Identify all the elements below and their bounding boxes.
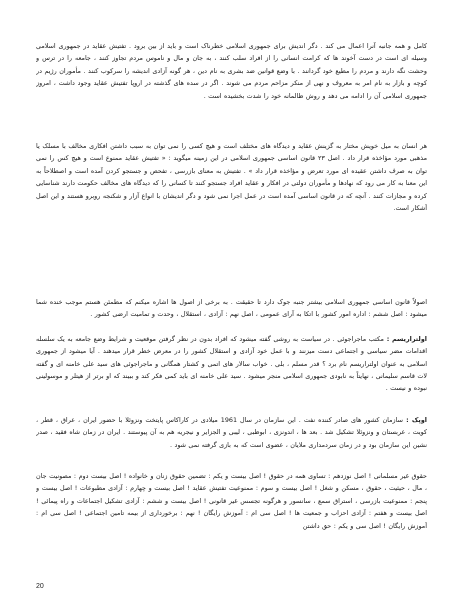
paragraph-constitution-joke — [36, 296, 427, 404]
page-number: 20 — [36, 583, 44, 590]
term-heading: اولتراریسم : — [383, 334, 427, 343]
paragraph-text: اصولاً قانون اساسی جمهوری اسلامی بیشتر جنبه جوک دارد تا حقیقت . به برخی از اصول ها اشاره میکنم که مطمئن هستم موجب خنده شما میشود : اصل ششم : اداره امور کشور با اتکا به آرای عمومی ، اصل نهم : آزادی ، استقلال ، وحدت و تمامیت ارضی کشور . — [36, 298, 427, 319]
term-heading: اوپک : — [402, 416, 427, 424]
paragraph-text: کامل و همه جانبه آنرا اعمال می کند . دگر اندیش برای جمهوری اسلامی خطرناک است و باید از بین برود . تفتیش عقاید در جمهوری اسلامی وسیله ای است در دست آخوند ها که کرامت انسانی را از افراد سلب کنند ، به جان و مال و ناموس مردم تجاوز کنند ، جامعه را در ترس و وحشت نگه دارند و مردم را مطیع خود گردانند . با وضع قوانین ضد بشری به نام دین ، هر گونه آزادی اندیشه را سرکوب کنند . مأموران رژیم در کوچه و بازار به نام امر به معروف و نهی از منکر مزاحم مردم می شوند . اگر در سده های گذشته در اروپا تفتیش عقاید وجود داشت ، امروز جمهوری اسلامی آن را ادامه می دهد و روش ظالمانه خود را شدت بخشیده است . — [36, 42, 427, 100]
paragraph-text: اوپک : سازمان کشور های صادر کننده نفت . این سازمان در سال 1961 میلادی در کاراکاس پایتخت ونزوئلا با حضور ایران ، عراق ، قطر ، کویت ، عربستان و ونزوئلا تشکیل شد . بعد ها ، اندونزی ، ابوظبی ، لیبی و الجزایر و نیجریه هم به آن پیوستند . ایران در زمان شاه فقید ، صدر نشین این سازمان بود و در زمان سردمداری ملایان ، عضوی است که به بازی گرفته نمی شود . — [36, 416, 427, 449]
paragraph-text: حقوق غیر مسلمانی ! اصل نوزدهم : تساوی همه در حقوق ! اصل بیست و یکم : تضمین حقوق زنان و خانواده ! اصل بیست دوم : مصونیت جان ، مال ، حیثیت ، حقوق ، مسکن و شغل ! اصل بیست و سوم : ممنوعیت تفتیش عقاید ! اصل بیست و چهارم : آزادی مطبوعات ! اصل بیست و پنجم : ممنوعیت بازرسی ، استراق سمع ، سانسور و هرگونه تجسس غیر قانونی ! اصل بیست و ششم : آزادی تشکیل اجتماعات و راه پیمائی ! اصل بیست و هفتم : آزادی احزاب و جمعیت ها ! اصل سی ام : آموزش رایگان ! نهم : برخورداری از بیمه تامین اجتماعی ! اصل سی ام : آموزش رایگان ! اصل سی و یکم : حق داشتن — [36, 472, 427, 530]
paragraph-freedom-of-belief — [36, 140, 427, 266]
paragraph-text: هر انسان به میل خویش مختار به گزینش عقاید و دیدگاه های مختلف است و هیچ کسی را نمی توان به سبب داشتن افکاری مخالف با مسلک یا مذهبی مورد مؤاخذه قرار داد . اصل ۲۳ قانون اساسی جمهوری اسلامی در این زمینه میگوید : « تفتیش عقاید ممنوع است و هیچ کس را نمی توان به صرف داشتن عقیده ای مورد تعرض و مؤاخذه قرار داد » . تفتیش به معنای بازرسی ، تفحص و جستجو کردن آمده است و اصطلاحاً به این معنا به کار می رود که نهادها و مأموران دولتی در افکار و عقاید افراد جستجو کنند تا کسانی را که دیدگاه های مخالف حکومت دارند شناسایی کرده و مجازات کنند . آنچه که در قانون اساسی آمده است در عمل اجرا نمی شود و دگر اندیشان با انواع آزار و شکنجه روبرو هستند و این اصل آشکار است. — [36, 142, 427, 213]
paragraph-opec — [36, 414, 427, 466]
paragraph-constitution-articles — [36, 470, 427, 562]
paragraph-text: اولتراریسم : مکتب ماجراجوئی . در سیاست به روشی گفته میشود که افراد بدون در نظر گرفتن موقعیت و شرایط وضع جامعه به یک سلسله اقدامات مضر سیاسی و اجتماعی دست میزنند و با عمل خود آزادی و استقلال کشور را در معرض خطر قرار میدهند . آیا میشود از جمهوری اسلامی به عنوان اولتراریسم نام برد ؟ قدر مسلم ، بلی . خواب سالار های اتمی و کشتار همگانی و ماجراجوئی های سید علی خامنه ای و گفته لات قاسم سلیمانی ، نهایتاً به نابودی جمهوری اسلامی منجر میشود . سید علی خامنه ای باید کمی فکر کند و ببیند که او برتر از هیتلر و موسولینی نبوده و نیست . — [36, 334, 427, 393]
paragraph-inquisition — [36, 40, 427, 132]
